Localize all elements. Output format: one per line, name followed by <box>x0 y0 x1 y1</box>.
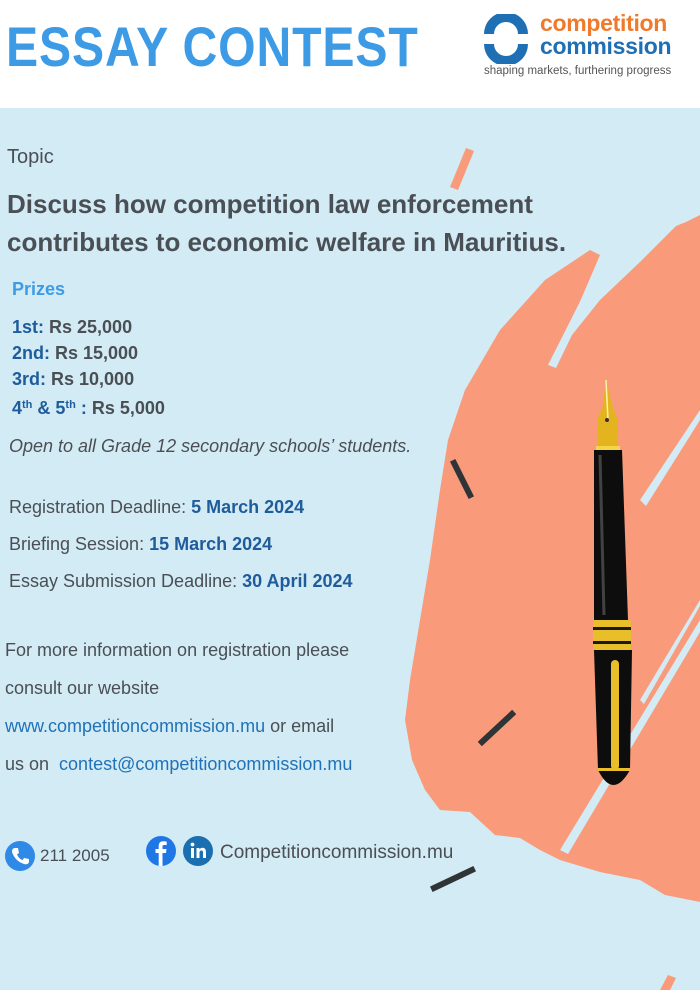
prize-place: 1st: <box>12 317 45 337</box>
prize-list <box>12 314 165 418</box>
phone-number: 211 2005 <box>40 846 110 865</box>
dash-mark <box>434 870 472 888</box>
main-brush-stroke <box>405 215 700 902</box>
small-brush-stroke <box>660 975 676 990</box>
eligibility-note: Open to all Grade 12 secondary schools’ students. <box>9 436 412 456</box>
prize-place: 3rd: <box>12 369 47 389</box>
linkedin-icon[interactable] <box>183 836 213 866</box>
info-line-4: us on contest@competitioncommission.mu <box>5 754 353 774</box>
more-info <box>5 637 435 789</box>
logo-ring-icon <box>480 14 532 64</box>
email-link[interactable]: contest@competitioncommission.mu <box>59 754 353 774</box>
prizes-heading: Prizes <box>12 279 66 299</box>
phone-icon <box>5 841 35 871</box>
logo-tagline: shaping markets, furthering progress <box>484 65 672 77</box>
submission-deadline: Essay Submission Deadline: 30 April 2024 <box>9 571 353 591</box>
info-line-2: consult our website <box>5 678 160 698</box>
info-line-1: For more information on registration please <box>5 640 350 660</box>
prize-third <box>12 366 165 392</box>
social-handle: Competitioncommission.mu <box>220 842 454 863</box>
prize-amount: Rs 15,000 <box>50 343 139 363</box>
prize-first <box>12 314 165 340</box>
prize-amount: Rs 10,000 <box>46 369 135 389</box>
briefing-session: Briefing Session: 15 March 2024 <box>9 534 273 554</box>
logo-word-competition: competition <box>540 10 668 36</box>
page-title: ESSAY CONTEST <box>6 15 419 78</box>
registration-deadline: Registration Deadline: 5 March 2024 <box>9 497 305 517</box>
prize-second <box>12 340 165 366</box>
prize-amount: Rs 25,000 <box>44 317 133 337</box>
facebook-icon[interactable] <box>146 836 176 866</box>
competition-commission-logo <box>478 10 694 88</box>
header-bar <box>0 0 700 108</box>
prize-amount: Rs 5,000 <box>86 398 165 418</box>
prize-fourth-fifth <box>12 392 165 418</box>
website-link[interactable]: www.competitioncommission.mu <box>5 716 266 736</box>
topic-text: Discuss how competition law enforcement contributes to economic welfare in Mauritius. <box>7 189 567 257</box>
prize-place: 2nd: <box>12 343 50 363</box>
key-dates <box>9 494 353 605</box>
prize-place: 4th & 5th : <box>12 398 87 418</box>
logo-word-commission: commission <box>540 33 672 59</box>
small-brush-stroke <box>450 148 474 190</box>
topic-label: Topic <box>7 146 54 168</box>
info-line-3: www.competitioncommission.mu or email <box>5 716 335 736</box>
